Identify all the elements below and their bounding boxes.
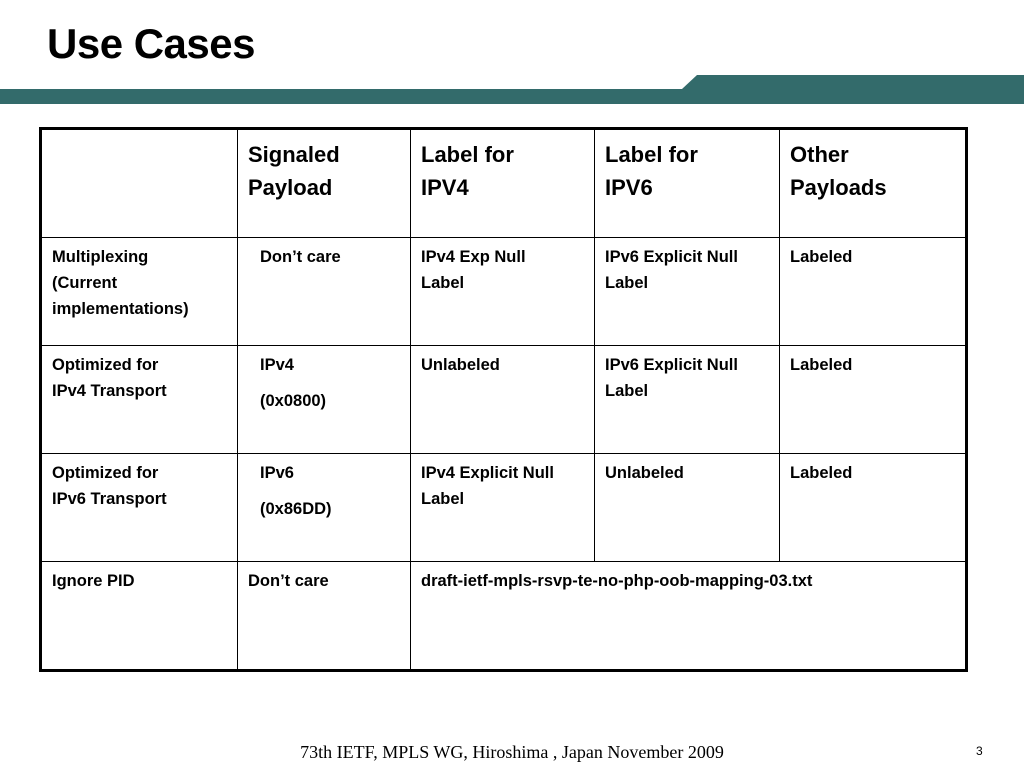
header-text: Signaled [248, 142, 340, 167]
cell-text: Unlabeled [605, 464, 684, 482]
cell-text: IPv4 Explicit Null [421, 464, 554, 482]
table-row-ignore-pid [41, 562, 967, 671]
label-ipv4-cell [411, 346, 595, 454]
title-bar-upper-tab [682, 75, 1024, 89]
cell-text: Don’t care [260, 248, 341, 266]
header-text: IPV4 [421, 175, 469, 200]
cell-text: Ignore PID [52, 572, 135, 590]
cell-text: (Current [52, 274, 118, 292]
table-row-optimized-ipv6 [41, 454, 967, 562]
header-cell-label-ipv6 [595, 129, 780, 238]
row-label-cell [41, 562, 238, 671]
other-payloads-cell [780, 346, 967, 454]
other-payloads-cell [780, 454, 967, 562]
row-label-cell [41, 454, 238, 562]
header-text: Payloads [790, 175, 887, 200]
label-ipv6-cell [595, 346, 780, 454]
slide-footer: 73th IETF, MPLS WG, Hiroshima , Japan November 2009 [300, 742, 724, 762]
row-label-cell [41, 238, 238, 346]
cell-text: Unlabeled [421, 356, 500, 374]
draft-reference-text: draft-ietf-mpls-rsvp-te-no-php-oob-mapping-03.txt [421, 572, 813, 590]
header-cell-empty [41, 129, 238, 238]
cell-text: Label [421, 274, 465, 292]
table-row-optimized-ipv4 [41, 346, 967, 454]
other-payloads-cell [780, 238, 967, 346]
cell-text: Optimized for [52, 356, 159, 374]
header-cell-signaled-payload [238, 129, 411, 238]
header-text: Label for [421, 142, 514, 167]
signaled-payload-cell [238, 562, 411, 671]
cell-text: IPv6 [260, 464, 294, 482]
label-ipv4-cell [411, 454, 595, 562]
cell-text: Label [421, 490, 465, 508]
title-bar-lower-band [0, 89, 1024, 104]
page-number: 3 [976, 744, 983, 758]
use-cases-table-container [39, 127, 965, 637]
cell-text: IPv6 Explicit Null [605, 356, 738, 374]
cell-text: IPv6 Transport [52, 490, 167, 508]
header-text: Other [790, 142, 849, 167]
row-label-cell [41, 346, 238, 454]
table-row-multiplexing [41, 238, 967, 346]
cell-text: Labeled [790, 356, 853, 374]
title-divider-bar [0, 75, 1024, 104]
cell-text: Label [605, 274, 649, 292]
label-ipv6-cell [595, 454, 780, 562]
table-header-row [41, 129, 967, 238]
slide-title: Use Cases [47, 20, 255, 67]
signaled-payload-cell [238, 346, 411, 454]
header-text: Payload [248, 175, 333, 200]
cell-text: Optimized for [52, 464, 159, 482]
label-ipv4-cell [411, 238, 595, 346]
header-text: IPV6 [605, 175, 653, 200]
cell-text: Labeled [790, 248, 853, 266]
merged-draft-reference-cell [411, 562, 967, 671]
signaled-payload-cell [238, 238, 411, 346]
header-cell-label-ipv4 [411, 129, 595, 238]
use-cases-table [39, 127, 968, 672]
cell-text: implementations) [52, 300, 189, 318]
cell-text: (0x0800) [260, 392, 327, 410]
cell-text: IPv4 Transport [52, 382, 167, 400]
label-ipv6-cell [595, 238, 780, 346]
header-cell-other-payloads [780, 129, 967, 238]
cell-text: (0x86DD) [260, 500, 332, 518]
cell-text: Don’t care [248, 572, 329, 590]
cell-text: IPv4 [260, 356, 294, 374]
signaled-payload-cell [238, 454, 411, 562]
cell-text: IPv6 Explicit Null [605, 248, 738, 266]
cell-text: Labeled [790, 464, 853, 482]
cell-text: IPv4 Exp Null [421, 248, 526, 266]
header-text: Label for [605, 142, 698, 167]
cell-text: Multiplexing [52, 248, 149, 266]
cell-text: Label [605, 382, 649, 400]
